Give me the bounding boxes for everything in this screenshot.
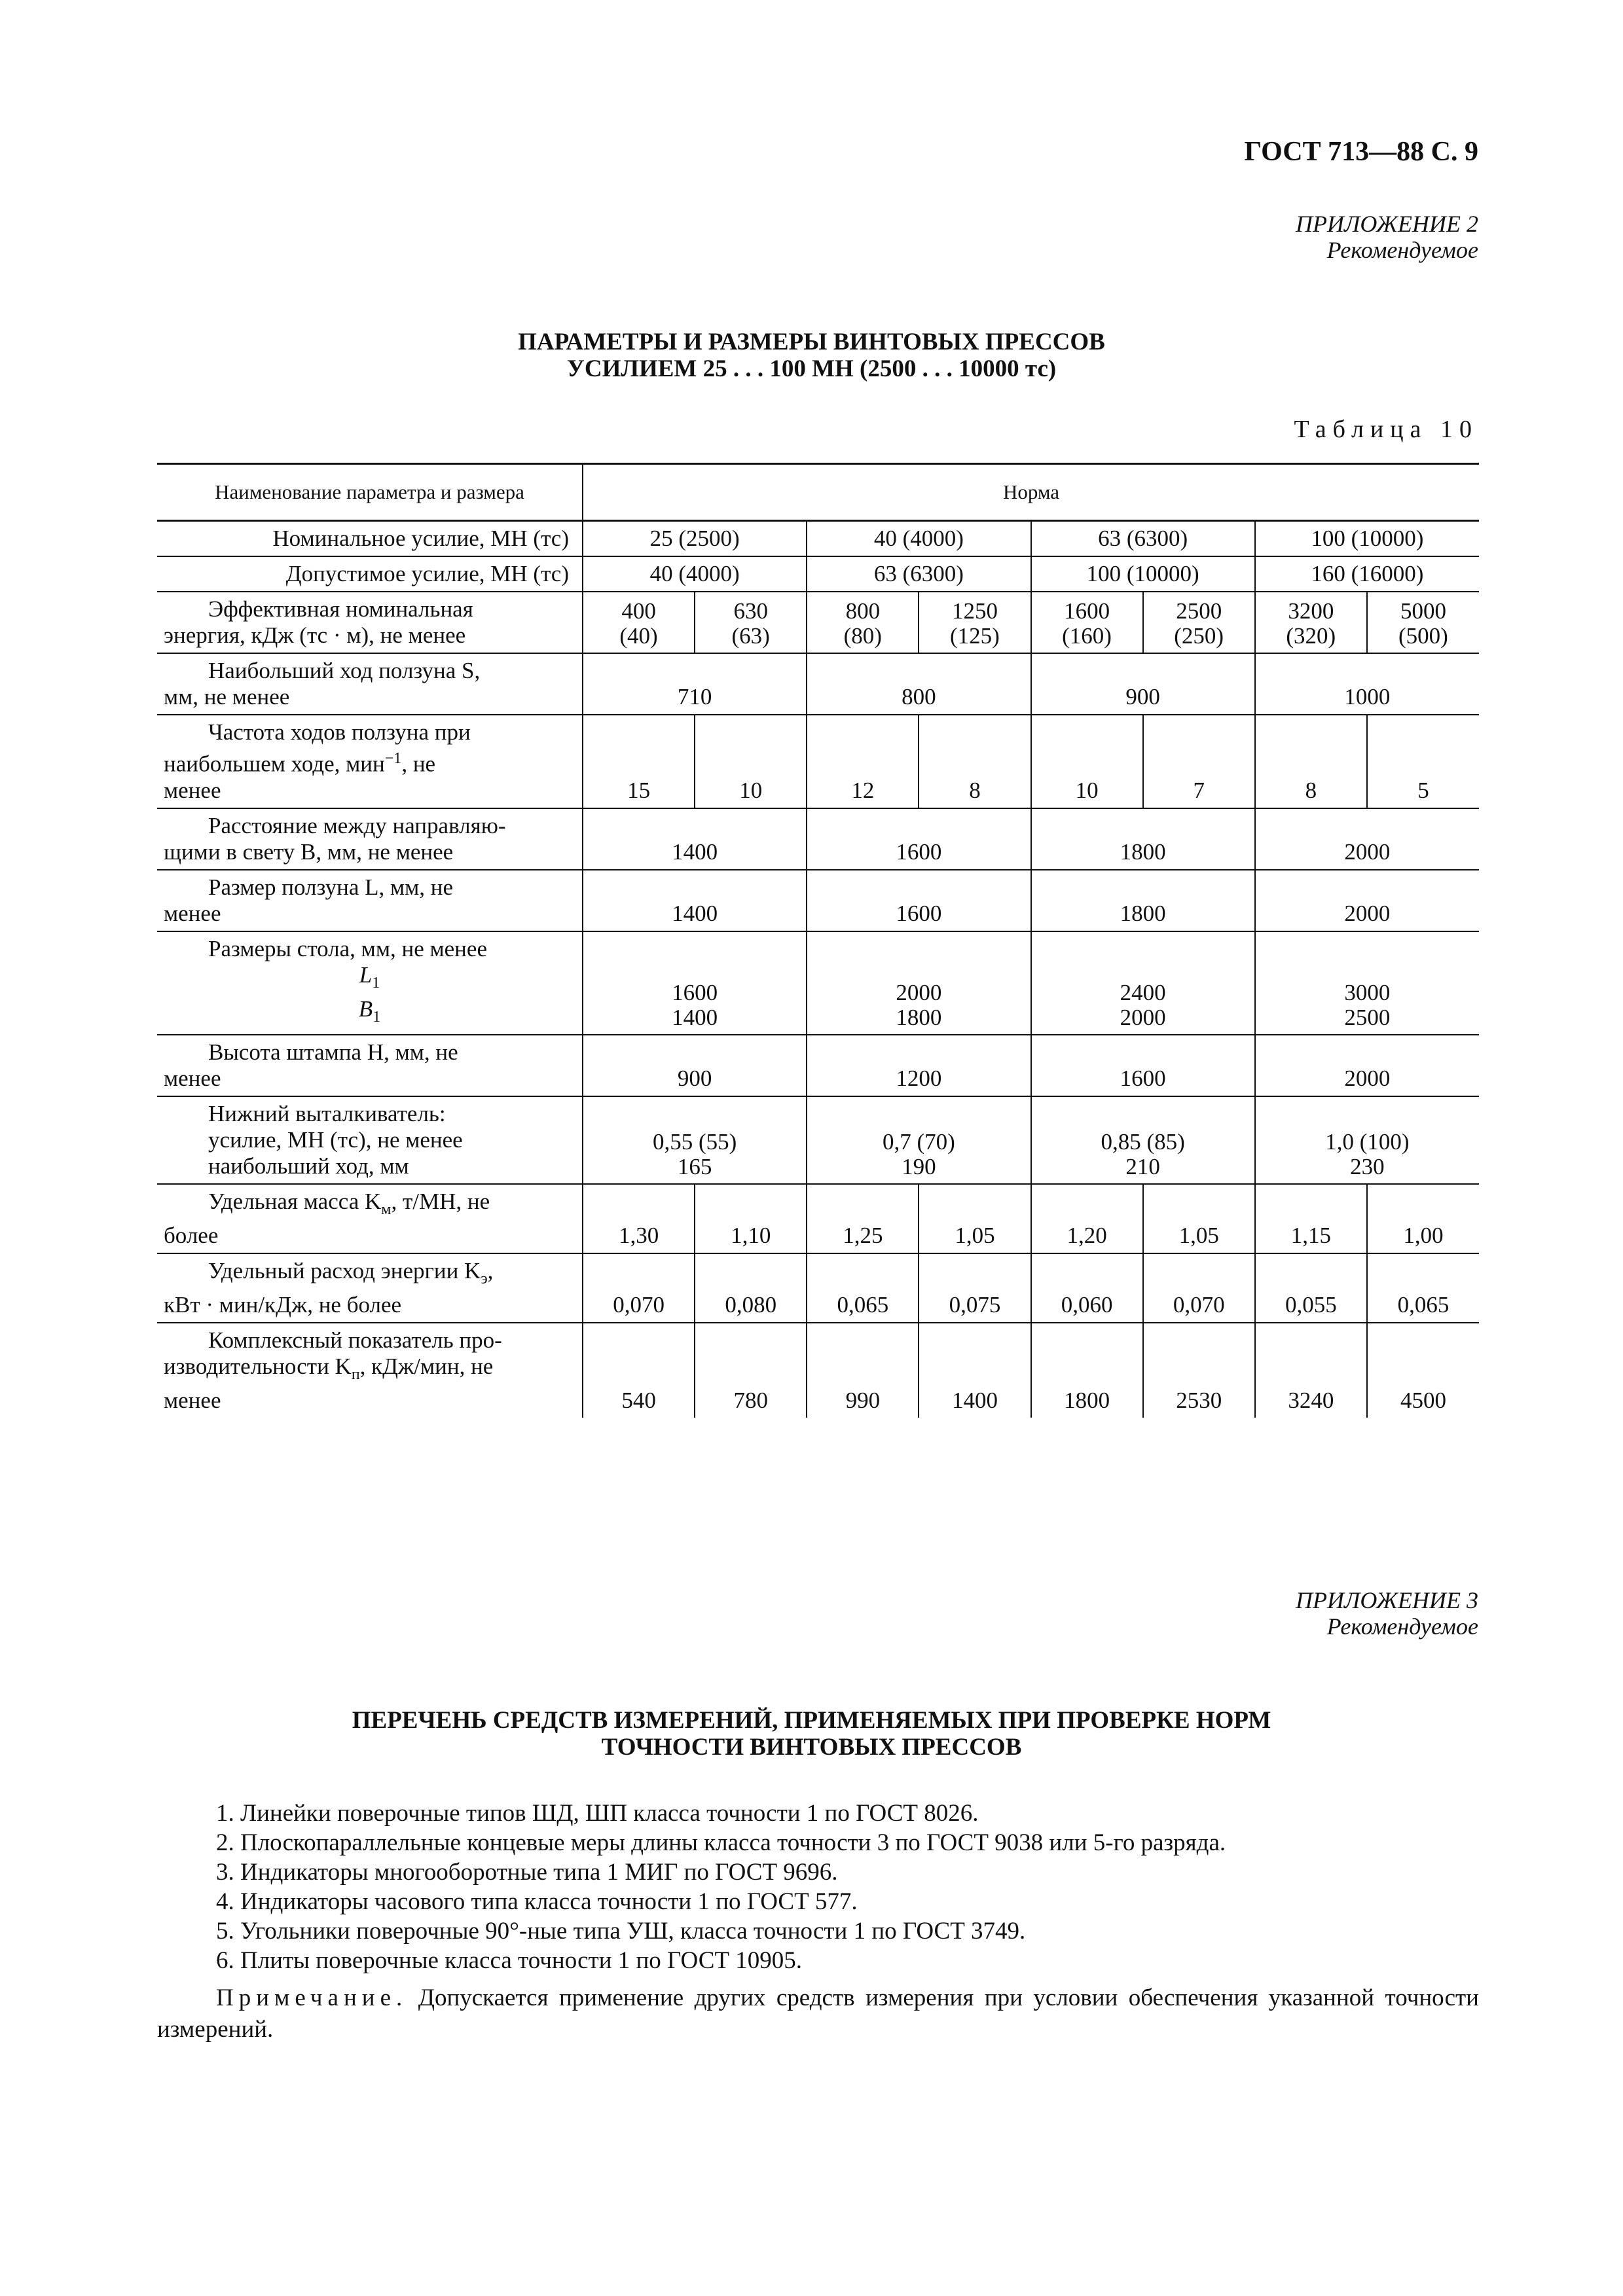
- table-row: [157, 870, 1479, 931]
- appendix-2-block: [1296, 211, 1478, 263]
- row-label: Эффективная номинальная энергия, кДж (тс · м), не менее: [157, 592, 583, 653]
- cell: 710: [583, 653, 807, 715]
- cell: 1800: [1031, 870, 1255, 931]
- header-param: Наименование параметра и размера: [157, 464, 583, 521]
- cell: 1600 1400: [583, 931, 807, 1035]
- row-label: Номинальное усилие, МН (тс): [157, 521, 583, 557]
- row-label: Размер ползуна L, мм, не менее: [157, 870, 583, 931]
- table-row: [157, 715, 1479, 808]
- cell: 2000: [1255, 1035, 1479, 1096]
- cell: 1,05: [1143, 1184, 1255, 1253]
- appendix-3-title: ПРИЛОЖЕНИЕ 3: [1296, 1587, 1478, 1613]
- cell: 800: [807, 653, 1030, 715]
- cell: 0,85 (85) 210: [1031, 1096, 1255, 1184]
- row-label: Комплексный показатель про- изводительности $K_п$, кДж/мин, не менее: [164, 1327, 502, 1413]
- parameters-table: [157, 463, 1479, 1418]
- cell: 25 (2500): [583, 521, 807, 557]
- table-row: [157, 808, 1479, 870]
- appendix-3-status: Рекомендуемое: [1326, 1613, 1478, 1640]
- table-row: [157, 931, 1479, 1035]
- cell: 1600 (160): [1031, 592, 1143, 653]
- cell: 1800: [1031, 1323, 1143, 1418]
- cell: 2400 2000: [1031, 931, 1255, 1035]
- cell: 1,05: [919, 1184, 1030, 1253]
- cell: 1600: [1031, 1035, 1255, 1096]
- table-row: [157, 1096, 1479, 1184]
- table-label: Таблица 10: [1294, 416, 1478, 443]
- cell: 0,055: [1255, 1253, 1367, 1323]
- table-header-row: [157, 464, 1479, 521]
- appendix-3-block: [1296, 1587, 1478, 1640]
- cell: 1200: [807, 1035, 1030, 1096]
- list-item: 6. Плиты поверочные класса точности 1 по ГОСТ 10905.: [216, 1947, 802, 1974]
- cell: 10: [695, 715, 807, 808]
- section-1-title: [0, 329, 1623, 382]
- cell: 400 (40): [583, 592, 695, 653]
- table-row: [157, 1253, 1479, 1323]
- row-label: Удельный расход энергии $K_э$, кВт · мин/кДж, не более: [157, 1253, 583, 1323]
- cell: 3200 (320): [1255, 592, 1367, 653]
- cell: 0,075: [919, 1253, 1030, 1323]
- cell: 2000 1800: [807, 931, 1030, 1035]
- cell: 540: [583, 1323, 695, 1418]
- cell: 900: [1031, 653, 1255, 715]
- cell: 0,070: [583, 1253, 695, 1323]
- cell: 0,55 (55) 165: [583, 1096, 807, 1184]
- row-label: Размеры стола, мм, не менее $L_1$ $B_1$: [157, 931, 583, 1035]
- cell: 1400: [919, 1323, 1030, 1418]
- cell: 5: [1367, 715, 1479, 808]
- cell: 990: [807, 1323, 919, 1418]
- cell: 3000 2500: [1255, 931, 1479, 1035]
- section-1-title-line2: УСИЛИЕМ 25 . . . 100 МН (2500 . . . 10000 тс): [566, 355, 1057, 382]
- table-row: [157, 556, 1479, 592]
- cell: 1,00: [1367, 1184, 1479, 1253]
- table-row: [157, 1035, 1479, 1096]
- cell: 0,080: [695, 1253, 807, 1323]
- section-2-title-line2: ТОЧНОСТИ ВИНТОВЫХ ПРЕССОВ: [601, 1734, 1022, 1761]
- list-item: 4. Индикаторы часового типа класса точности 1 по ГОСТ 577.: [216, 1888, 858, 1915]
- cell: 1250 (125): [919, 592, 1030, 653]
- list-item: 3. Индикаторы многооборотные типа 1 МИГ по ГОСТ 9696.: [216, 1859, 838, 1886]
- cell: 1,10: [695, 1184, 807, 1253]
- cell: 8: [1255, 715, 1367, 808]
- cell: 2000: [1255, 870, 1479, 931]
- cell: 1000: [1255, 653, 1479, 715]
- cell: 0,060: [1031, 1253, 1143, 1323]
- table-row: [157, 1323, 1479, 1418]
- cell: 1600: [807, 870, 1030, 931]
- cell: 15: [583, 715, 695, 808]
- table-row: [157, 521, 1479, 557]
- row-label: Наибольший ход ползуна S, мм, не менее: [157, 653, 583, 715]
- cell: 1600: [807, 808, 1030, 870]
- cell: 2530: [1143, 1323, 1255, 1418]
- cell: 7: [1143, 715, 1255, 808]
- instruments-list: [216, 1799, 1226, 1975]
- cell: 5000 (500): [1367, 592, 1479, 653]
- cell: 12: [807, 715, 919, 808]
- cell: 160 (16000): [1255, 556, 1479, 592]
- row-label: Допустимое усилие, МН (тс): [157, 556, 583, 592]
- cell: 10: [1031, 715, 1143, 808]
- cell: 900: [583, 1035, 807, 1096]
- list-item: 1. Линейки поверочные типов ШД, ШП класса точности 1 по ГОСТ 8026.: [216, 1800, 979, 1827]
- section-2-title-line1: ПЕРЕЧЕНЬ СРЕДСТВ ИЗМЕРЕНИЙ, ПРИМЕНЯЕМЫХ ПРИ ПРОВЕРКЕ НОРМ: [352, 1707, 1271, 1734]
- table-row: [157, 1184, 1479, 1253]
- cell: 1,30: [583, 1184, 695, 1253]
- note-paragraph: [157, 1982, 1479, 2045]
- cell: 630 (63): [695, 592, 807, 653]
- cell: 8: [919, 715, 1030, 808]
- note-text: Допускается применение других средств измерения при условии обеспечения указанной точности измерений.: [157, 1984, 1479, 2043]
- cell: 40 (4000): [583, 556, 807, 592]
- cell: 0,065: [1367, 1253, 1479, 1323]
- cell: 1800: [1031, 808, 1255, 870]
- cell: 1,20: [1031, 1184, 1143, 1253]
- cell: 100 (10000): [1255, 521, 1479, 557]
- table-row: [157, 592, 1479, 653]
- section-1-title-line1: ПАРАМЕТРЫ И РАЗМЕРЫ ВИНТОВЫХ ПРЕССОВ: [518, 329, 1105, 355]
- list-item: 2. Плоскопараллельные концевые меры длины класса точности 3 по ГОСТ 9038 или 5-го разряда.: [216, 1829, 1226, 1856]
- document-header: ГОСТ 713—88 С. 9: [1244, 137, 1478, 167]
- appendix-2-title: ПРИЛОЖЕНИЕ 2: [1296, 211, 1478, 237]
- table-row: [157, 653, 1479, 715]
- cell: 0,7 (70) 190: [807, 1096, 1030, 1184]
- cell: 1,15: [1255, 1184, 1367, 1253]
- cell: 2500 (250): [1143, 592, 1255, 653]
- cell: 40 (4000): [807, 521, 1030, 557]
- cell: 63 (6300): [807, 556, 1030, 592]
- list-item: 5. Угольники поверочные 90°-ные типа УШ, класса точности 1 по ГОСТ 3749.: [216, 1918, 1026, 1945]
- cell: 0,065: [807, 1253, 919, 1323]
- row-label: Удельная масса $K_м$, т/МН, не более: [157, 1184, 583, 1253]
- appendix-2-status: Рекомендуемое: [1326, 237, 1478, 263]
- row-label: Частота ходов ползуна при наибольшем ходе, мин$^{-1}$, не менее: [157, 715, 583, 808]
- header-norm: Норма: [583, 464, 1479, 521]
- row-label: Нижний выталкиватель: усилие, МН (тс), не менее наибольший ход, мм: [157, 1096, 583, 1184]
- section-2-title: [0, 1707, 1623, 1761]
- cell: 2000: [1255, 808, 1479, 870]
- cell: 1,25: [807, 1184, 919, 1253]
- cell: 0,070: [1143, 1253, 1255, 1323]
- cell: 3240: [1255, 1323, 1367, 1418]
- cell: 1400: [583, 808, 807, 870]
- cell: 63 (6300): [1031, 521, 1255, 557]
- cell: 800 (80): [807, 592, 919, 653]
- row-label: Высота штампа H, мм, не менее: [157, 1035, 583, 1096]
- cell: 780: [695, 1323, 807, 1418]
- cell: 100 (10000): [1031, 556, 1255, 592]
- row-label: Расстояние между направляю- щими в свету B, мм, не менее: [157, 808, 583, 870]
- note-label: Примечание.: [216, 1984, 408, 2011]
- cell: 1,0 (100) 230: [1255, 1096, 1479, 1184]
- cell: 1400: [583, 870, 807, 931]
- cell: 4500: [1367, 1323, 1479, 1418]
